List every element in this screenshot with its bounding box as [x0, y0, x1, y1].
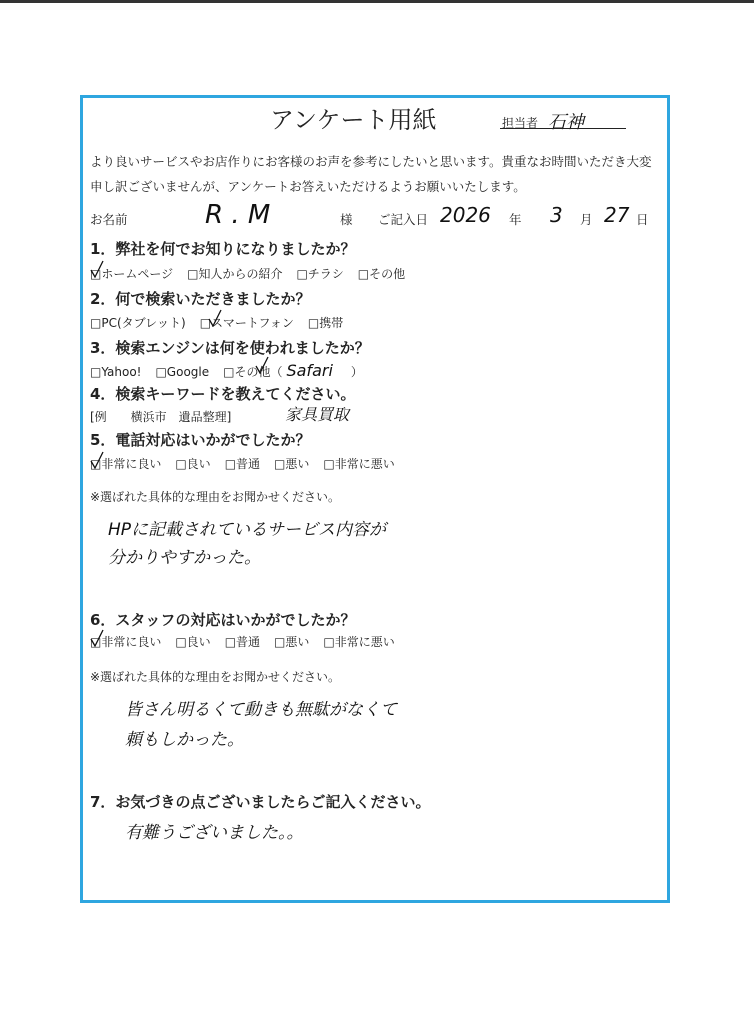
intro-line-2: 申し訳ございませんが、アンケートお答えいただけるようお願いいたします。	[90, 179, 526, 194]
q1-option-homepage[interactable]: □ホームページ	[90, 267, 174, 281]
q2-options	[90, 314, 357, 331]
q2-option-smartphone[interactable]: □スマートフォン	[199, 316, 294, 330]
q2-label: 2．何で検索いただきましたか？	[90, 290, 311, 308]
q5-label: 5．電話対応はいかがでしたか？	[90, 431, 311, 449]
form-title: アンケート用紙	[270, 106, 437, 134]
scan-edge	[0, 0, 754, 3]
q5-option-good[interactable]: □良い	[175, 457, 211, 471]
q2-option-mobile[interactable]: □携帯	[307, 316, 344, 330]
q4-label: 4．検索キーワードを教えてください。	[90, 385, 356, 403]
q6-option-very-bad[interactable]: □非常に悪い	[323, 635, 395, 649]
q6-option-bad[interactable]: □悪い	[274, 635, 310, 649]
q4-example: [例 横浜市 遺品整理]	[90, 410, 232, 424]
q6-label: 6．スタッフの対応はいかがでしたか？	[90, 611, 356, 629]
q2-option-pc[interactable]: □PC(タブレット)	[90, 316, 186, 330]
q6-reason-line-2: 頼もしかった。	[125, 730, 244, 750]
month-value: 3	[550, 203, 563, 227]
q7-label: 7．お気づきの点ございましたらご記入ください。	[90, 793, 431, 811]
honorific: 様	[340, 212, 353, 227]
q3-label: 3．検索エンジンは何を使われましたか？	[90, 339, 370, 357]
q5-options	[90, 455, 409, 472]
q5-option-bad[interactable]: □悪い	[274, 457, 310, 471]
q6-reason-prompt: ※選ばれた具体的な理由をお聞かせください。	[90, 670, 341, 684]
q1-option-other[interactable]: □その他	[357, 267, 406, 281]
day-unit: 日	[636, 212, 649, 227]
q3-options	[90, 361, 377, 380]
q3-other-value: Safari	[286, 361, 333, 380]
q5-option-normal[interactable]: □普通	[224, 457, 261, 471]
year-value: 2026	[440, 203, 491, 227]
month-unit: 月	[580, 212, 593, 227]
q6-option-very-good[interactable]: □非常に良い	[90, 635, 162, 649]
date-label: ご記入日	[378, 212, 429, 227]
q4-answer: 家具買取	[285, 405, 350, 424]
q5-option-very-bad[interactable]: □非常に悪い	[323, 457, 395, 471]
q3-option-google[interactable]: □Google	[155, 365, 210, 379]
q5-reason-line-1: HPに記載されているサービス内容が	[108, 520, 387, 540]
q6-option-good[interactable]: □良い	[175, 635, 211, 649]
q3-option-other[interactable]: □その他（	[223, 365, 283, 379]
year-unit: 年	[509, 212, 522, 227]
q1-options	[90, 265, 419, 282]
staff-underline	[500, 128, 626, 129]
name-value: R . M	[205, 200, 271, 230]
day-value: 27	[604, 203, 630, 227]
staff-label: 担当者	[502, 116, 539, 130]
q3-close-paren: ）	[350, 365, 363, 379]
intro-line-1: より良いサービスやお店作りにお客様のお声を参考にしたいと思います。貴重なお時間いただき大変	[90, 154, 652, 169]
q5-option-very-good[interactable]: □非常に良い	[90, 457, 162, 471]
q6-option-normal[interactable]: □普通	[224, 635, 261, 649]
q5-reason-prompt: ※選ばれた具体的な理由をお聞かせください。	[90, 490, 341, 504]
name-label: お名前	[90, 212, 128, 227]
q3-option-yahoo[interactable]: □Yahoo!	[90, 365, 142, 379]
q1-label: 1．弊社を何でお知りになりましたか？	[90, 240, 356, 258]
q6-options	[90, 633, 409, 650]
q1-option-referral[interactable]: □知人からの紹介	[187, 267, 283, 281]
q7-answer: 有難うございました。。	[125, 823, 304, 843]
q6-reason-line-1: 皆さん明るくて動きも無駄がなくて	[125, 700, 397, 720]
q5-reason-line-2: 分かりやすかった。	[108, 548, 261, 568]
staff-name: 石神	[548, 112, 584, 133]
q1-option-flyer[interactable]: □チラシ	[296, 267, 344, 281]
